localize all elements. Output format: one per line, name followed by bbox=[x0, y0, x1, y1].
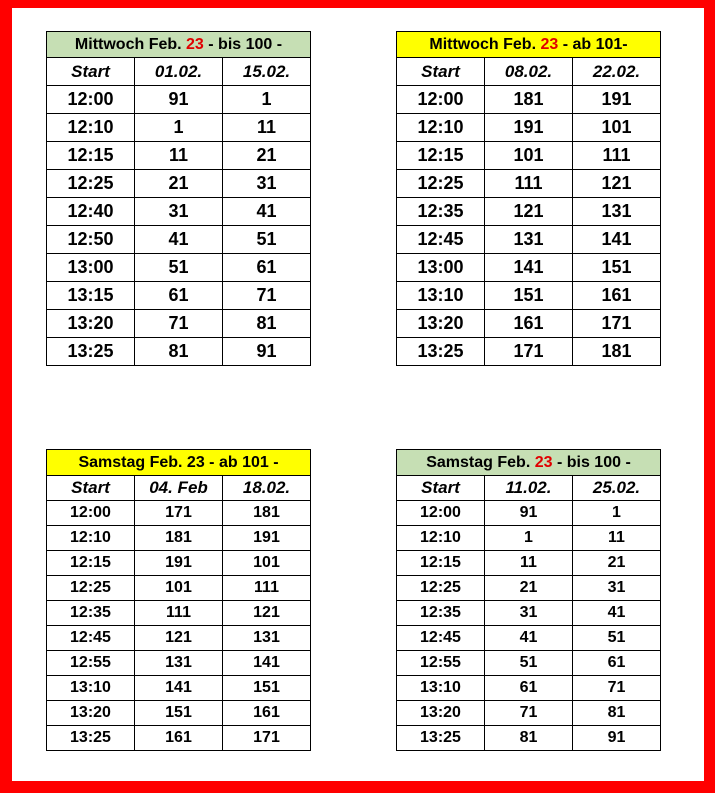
start-time-cell: 13:10 bbox=[397, 282, 485, 310]
start-time-cell: 12:00 bbox=[397, 501, 485, 526]
start-time-cell: 12:10 bbox=[397, 114, 485, 142]
number-range-cell: 21 bbox=[573, 551, 661, 576]
table-row bbox=[47, 701, 311, 726]
number-range-cell: 191 bbox=[573, 86, 661, 114]
number-range-cell: 21 bbox=[223, 142, 311, 170]
number-range-cell: 61 bbox=[135, 282, 223, 310]
number-range-cell: 41 bbox=[573, 601, 661, 626]
number-range-cell: 111 bbox=[223, 576, 311, 601]
number-range-cell: 171 bbox=[485, 338, 573, 366]
number-range-cell: 11 bbox=[223, 114, 311, 142]
start-time-cell: 13:25 bbox=[397, 726, 485, 751]
number-range-cell: 71 bbox=[135, 310, 223, 338]
column-header: 08.02. bbox=[485, 58, 573, 86]
title-year: 23 bbox=[540, 35, 559, 53]
start-time-cell: 12:45 bbox=[47, 626, 135, 651]
start-time-cell: 12:25 bbox=[397, 170, 485, 198]
start-time-cell: 13:25 bbox=[47, 726, 135, 751]
number-range-cell: 71 bbox=[223, 282, 311, 310]
start-time-cell: 13:20 bbox=[397, 701, 485, 726]
number-range-cell: 191 bbox=[135, 551, 223, 576]
start-time-cell: 12:00 bbox=[397, 86, 485, 114]
table-row bbox=[397, 601, 661, 626]
table-header-row bbox=[397, 476, 661, 501]
start-time-cell: 13:10 bbox=[397, 676, 485, 701]
number-range-cell: 11 bbox=[573, 526, 661, 551]
number-range-cell: 91 bbox=[223, 338, 311, 366]
table-row bbox=[47, 338, 311, 366]
table-row bbox=[47, 310, 311, 338]
schedule-sheet bbox=[12, 8, 704, 781]
number-range-cell: 111 bbox=[573, 142, 661, 170]
schedule-table-saturday-from-101 bbox=[46, 449, 311, 751]
table-title bbox=[47, 450, 311, 476]
number-range-cell: 161 bbox=[223, 701, 311, 726]
number-range-cell: 101 bbox=[135, 576, 223, 601]
number-range-cell: 101 bbox=[573, 114, 661, 142]
start-time-cell: 12:25 bbox=[397, 576, 485, 601]
start-time-cell: 12:15 bbox=[47, 142, 135, 170]
number-range-cell: 61 bbox=[485, 676, 573, 701]
number-range-cell: 131 bbox=[223, 626, 311, 651]
number-range-cell: 51 bbox=[135, 254, 223, 282]
number-range-cell: 171 bbox=[223, 726, 311, 751]
number-range-cell: 41 bbox=[223, 198, 311, 226]
number-range-cell: 71 bbox=[573, 676, 661, 701]
title-text: Mittwoch Feb. bbox=[74, 35, 187, 53]
schedule-table-saturday-upto-100 bbox=[396, 449, 661, 751]
table-row bbox=[47, 651, 311, 676]
start-time-cell: 12:25 bbox=[47, 576, 135, 601]
table-row bbox=[47, 170, 311, 198]
number-range-cell: 181 bbox=[573, 338, 661, 366]
table-title bbox=[397, 32, 661, 58]
table-row bbox=[397, 676, 661, 701]
start-time-cell: 13:20 bbox=[47, 310, 135, 338]
start-time-cell: 13:00 bbox=[47, 254, 135, 282]
number-range-cell: 191 bbox=[223, 526, 311, 551]
start-time-cell: 12:55 bbox=[47, 651, 135, 676]
start-time-cell: 12:35 bbox=[397, 198, 485, 226]
number-range-cell: 91 bbox=[485, 501, 573, 526]
column-header: 04. Feb bbox=[135, 476, 223, 501]
table-row bbox=[47, 501, 311, 526]
number-range-cell: 151 bbox=[135, 701, 223, 726]
title-text: Samstag Feb. bbox=[426, 453, 535, 471]
number-range-cell: 41 bbox=[485, 626, 573, 651]
start-time-cell: 13:00 bbox=[397, 254, 485, 282]
number-range-cell: 71 bbox=[485, 701, 573, 726]
start-time-cell: 12:10 bbox=[397, 526, 485, 551]
number-range-cell: 31 bbox=[573, 576, 661, 601]
start-time-cell: 12:55 bbox=[397, 651, 485, 676]
start-time-cell: 12:10 bbox=[47, 114, 135, 142]
table-row bbox=[47, 114, 311, 142]
number-range-cell: 1 bbox=[223, 86, 311, 114]
number-range-cell: 151 bbox=[573, 254, 661, 282]
column-header: 22.02. bbox=[573, 58, 661, 86]
table-row bbox=[397, 198, 661, 226]
number-range-cell: 141 bbox=[135, 676, 223, 701]
start-time-cell: 12:15 bbox=[397, 142, 485, 170]
start-time-cell: 12:35 bbox=[47, 601, 135, 626]
number-range-cell: 81 bbox=[485, 726, 573, 751]
table-row bbox=[397, 576, 661, 601]
title-text: Mittwoch Feb. bbox=[429, 35, 541, 53]
number-range-cell: 101 bbox=[223, 551, 311, 576]
table-row bbox=[397, 114, 661, 142]
title-suffix: - bis 100 - bbox=[552, 453, 631, 471]
table-row bbox=[397, 170, 661, 198]
start-time-cell: 12:15 bbox=[397, 551, 485, 576]
start-time-cell: 13:25 bbox=[47, 338, 135, 366]
number-range-cell: 21 bbox=[485, 576, 573, 601]
number-range-cell: 81 bbox=[223, 310, 311, 338]
number-range-cell: 161 bbox=[573, 282, 661, 310]
number-range-cell: 141 bbox=[223, 651, 311, 676]
table-row bbox=[47, 601, 311, 626]
table-row bbox=[397, 142, 661, 170]
table-title bbox=[397, 450, 661, 476]
table-row bbox=[397, 338, 661, 366]
title-suffix: - ab 101- bbox=[558, 35, 628, 53]
number-range-cell: 91 bbox=[573, 726, 661, 751]
table-header-row bbox=[47, 476, 311, 501]
number-range-cell: 121 bbox=[573, 170, 661, 198]
number-range-cell: 11 bbox=[135, 142, 223, 170]
table-row bbox=[397, 726, 661, 751]
table-row bbox=[47, 626, 311, 651]
start-time-cell: 13:15 bbox=[47, 282, 135, 310]
number-range-cell: 111 bbox=[135, 601, 223, 626]
number-range-cell: 141 bbox=[573, 226, 661, 254]
number-range-cell: 171 bbox=[573, 310, 661, 338]
table-row bbox=[397, 626, 661, 651]
table-row bbox=[397, 551, 661, 576]
table-row bbox=[397, 226, 661, 254]
number-range-cell: 131 bbox=[135, 651, 223, 676]
column-header: Start bbox=[397, 58, 485, 86]
column-header: Start bbox=[47, 476, 135, 501]
number-range-cell: 141 bbox=[485, 254, 573, 282]
table-header-row bbox=[47, 58, 311, 86]
table-row bbox=[397, 254, 661, 282]
number-range-cell: 81 bbox=[573, 701, 661, 726]
number-range-cell: 51 bbox=[223, 226, 311, 254]
column-header: 11.02. bbox=[485, 476, 573, 501]
number-range-cell: 1 bbox=[135, 114, 223, 142]
number-range-cell: 181 bbox=[485, 86, 573, 114]
start-time-cell: 12:15 bbox=[47, 551, 135, 576]
number-range-cell: 1 bbox=[573, 501, 661, 526]
table-row bbox=[47, 576, 311, 601]
start-time-cell: 12:40 bbox=[47, 198, 135, 226]
table-row bbox=[47, 676, 311, 701]
start-time-cell: 13:10 bbox=[47, 676, 135, 701]
number-range-cell: 181 bbox=[223, 501, 311, 526]
column-header: Start bbox=[397, 476, 485, 501]
table-row bbox=[397, 701, 661, 726]
number-range-cell: 191 bbox=[485, 114, 573, 142]
title-suffix: - bis 100 - bbox=[203, 35, 283, 53]
number-range-cell: 31 bbox=[135, 198, 223, 226]
number-range-cell: 131 bbox=[485, 226, 573, 254]
title-year: 23 bbox=[186, 35, 204, 53]
table-row bbox=[47, 142, 311, 170]
column-header: Start bbox=[47, 58, 135, 86]
start-time-cell: 12:10 bbox=[47, 526, 135, 551]
column-header: 18.02. bbox=[223, 476, 311, 501]
title-text: Samstag Feb. 23 - ab 101 - bbox=[78, 453, 279, 471]
table-row bbox=[397, 310, 661, 338]
table-header-row bbox=[397, 58, 661, 86]
number-range-cell: 161 bbox=[485, 310, 573, 338]
number-range-cell: 51 bbox=[573, 626, 661, 651]
table-row bbox=[47, 726, 311, 751]
table-row bbox=[47, 551, 311, 576]
table-row bbox=[47, 254, 311, 282]
schedule-table-wednesday-from-101 bbox=[396, 31, 661, 366]
table-row bbox=[397, 86, 661, 114]
start-time-cell: 13:25 bbox=[397, 338, 485, 366]
table-row bbox=[47, 226, 311, 254]
column-header: 25.02. bbox=[573, 476, 661, 501]
number-range-cell: 21 bbox=[135, 170, 223, 198]
number-range-cell: 151 bbox=[485, 282, 573, 310]
number-range-cell: 61 bbox=[223, 254, 311, 282]
start-time-cell: 13:20 bbox=[397, 310, 485, 338]
number-range-cell: 121 bbox=[485, 198, 573, 226]
number-range-cell: 121 bbox=[135, 626, 223, 651]
start-time-cell: 12:50 bbox=[47, 226, 135, 254]
number-range-cell: 111 bbox=[485, 170, 573, 198]
start-time-cell: 12:00 bbox=[47, 86, 135, 114]
table-title bbox=[47, 32, 311, 58]
number-range-cell: 1 bbox=[485, 526, 573, 551]
table-row bbox=[397, 526, 661, 551]
number-range-cell: 61 bbox=[573, 651, 661, 676]
number-range-cell: 151 bbox=[223, 676, 311, 701]
start-time-cell: 12:00 bbox=[47, 501, 135, 526]
column-header: 01.02. bbox=[135, 58, 223, 86]
start-time-cell: 13:20 bbox=[47, 701, 135, 726]
start-time-cell: 12:45 bbox=[397, 626, 485, 651]
column-header: 15.02. bbox=[223, 58, 311, 86]
number-range-cell: 31 bbox=[485, 601, 573, 626]
table-row bbox=[397, 651, 661, 676]
number-range-cell: 51 bbox=[485, 651, 573, 676]
number-range-cell: 91 bbox=[135, 86, 223, 114]
number-range-cell: 181 bbox=[135, 526, 223, 551]
start-time-cell: 12:45 bbox=[397, 226, 485, 254]
schedule-table-wednesday-upto-100 bbox=[46, 31, 311, 366]
table-row bbox=[47, 526, 311, 551]
table-row bbox=[397, 501, 661, 526]
number-range-cell: 101 bbox=[485, 142, 573, 170]
number-range-cell: 121 bbox=[223, 601, 311, 626]
start-time-cell: 12:35 bbox=[397, 601, 485, 626]
title-year: 23 bbox=[534, 453, 553, 471]
number-range-cell: 41 bbox=[135, 226, 223, 254]
number-range-cell: 81 bbox=[135, 338, 223, 366]
table-row bbox=[47, 198, 311, 226]
table-row bbox=[47, 282, 311, 310]
number-range-cell: 161 bbox=[135, 726, 223, 751]
number-range-cell: 131 bbox=[573, 198, 661, 226]
number-range-cell: 31 bbox=[223, 170, 311, 198]
table-row bbox=[47, 86, 311, 114]
start-time-cell: 12:25 bbox=[47, 170, 135, 198]
number-range-cell: 171 bbox=[135, 501, 223, 526]
number-range-cell: 11 bbox=[485, 551, 573, 576]
table-row bbox=[397, 282, 661, 310]
